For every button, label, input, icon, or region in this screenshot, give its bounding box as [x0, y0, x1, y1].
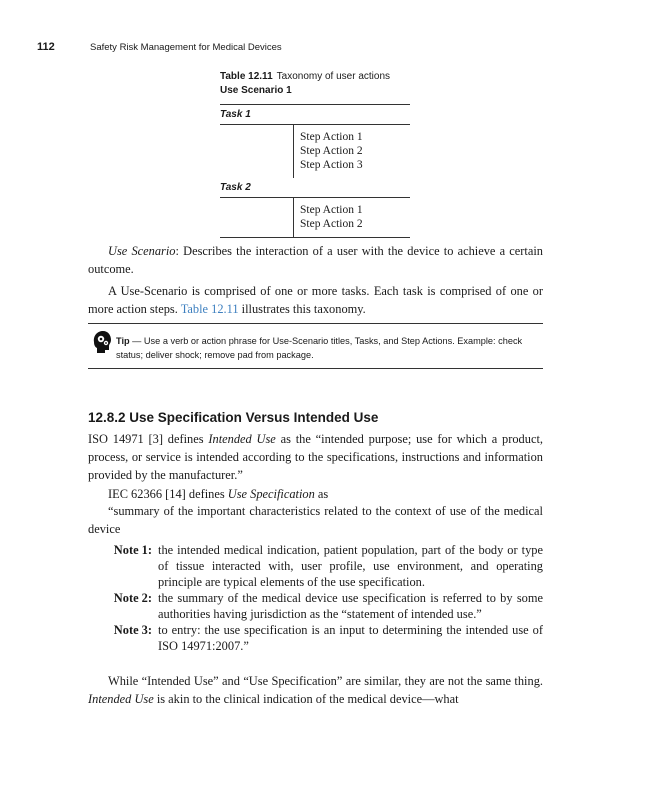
- term-intended-use: Intended Use: [88, 692, 154, 706]
- table-caption-label: Table 12.11: [220, 71, 273, 82]
- step-action: Step Action 2: [300, 218, 363, 230]
- tip-text: [116, 334, 543, 362]
- note-item: [88, 590, 543, 622]
- section-heading: 12.8.2 Use Specification Versus Intended Use: [88, 410, 379, 425]
- paragraph-text: is akin to the clinical indication of the medical device—what: [153, 692, 459, 706]
- table-empty-cell: [220, 198, 294, 237]
- table-empty-cell: [220, 125, 294, 178]
- note-item: [88, 542, 543, 590]
- use-specification-intro: [88, 485, 543, 503]
- paragraph-text: While “Intended Use” and “Use Specification” are similar, they are not the same thing.: [108, 674, 543, 688]
- table-scenario-heading: Use Scenario 1: [220, 85, 292, 96]
- definition-text: : Describes the interaction of a user with the device to achieve a certain outcome.: [88, 244, 543, 276]
- step-action: Step Action 1: [300, 204, 363, 216]
- note-label: Note 3:: [113, 623, 152, 637]
- head-gears-icon: [90, 330, 112, 354]
- paragraph-text: as the “intended purpose; use for which a product, process, or service is intended according to the specifications, instructions and information provided by the manufacturer.”: [88, 432, 543, 482]
- term-use-scenario: Use Scenario: [108, 244, 176, 258]
- table-steps-row: [220, 198, 410, 237]
- step-action: Step Action 2: [300, 145, 363, 157]
- table-steps-cell: [294, 125, 363, 178]
- tip-body: Use a verb or action phrase for Use-Scenario titles, Tasks, and Step Actions. Example: check status; deliver shock; remove pad from package.: [116, 336, 523, 360]
- note-text: the intended medical indication, patient population, part of the body or type of tissue interacted with, user profile, use environment, and operating principle are typical elements of the use specification.: [158, 543, 543, 589]
- note-item: [88, 622, 543, 654]
- table-caption: [220, 70, 410, 84]
- paragraph-text: ISO 14971 [3] defines: [88, 432, 209, 446]
- note-text: to entry: the use specification is an input to determining the intended use of ISO 14971:2007.”: [158, 623, 543, 653]
- table-reference-link[interactable]: Table 12.11: [180, 302, 239, 316]
- taxonomy-paragraph: [88, 282, 543, 318]
- table-steps-row: [220, 125, 410, 178]
- term-intended-use: Intended Use: [208, 432, 276, 446]
- note-label: Note 2:: [113, 591, 152, 605]
- use-specification-quote: “summary of the important characteristics related to the context of use of the medical device: [88, 504, 543, 536]
- table-task-row: Task 1: [220, 109, 251, 120]
- note-text: the summary of the medical device use specification is referred to by some authorities having jurisdiction as the “statement of intended use.”: [158, 591, 543, 621]
- table-task-row: Task 2: [220, 182, 251, 193]
- paragraph-text: as: [314, 487, 329, 501]
- term-use-specification: Use Specification: [227, 487, 315, 501]
- table-caption-title: Taxonomy of user actions: [276, 71, 391, 82]
- table-steps-cell: [294, 198, 363, 237]
- taxonomy-table: [220, 70, 410, 238]
- step-action: Step Action 3: [300, 159, 363, 171]
- running-head: Safety Risk Management for Medical Devices: [90, 42, 282, 53]
- intended-use-paragraph: [88, 430, 543, 484]
- comparison-paragraph: [88, 672, 543, 708]
- use-scenario-definition: [88, 242, 543, 278]
- paragraph-text: A Use-Scenario is comprised of one or more tasks. Each task is comprised of one or more action steps.: [88, 284, 543, 316]
- tip-dash: —: [129, 336, 144, 346]
- paragraph-text: illustrates this taxonomy.: [238, 302, 366, 316]
- paragraph-text: IEC 62366 [14] defines: [108, 487, 228, 501]
- tip-label: Tip: [116, 336, 130, 346]
- tip-box: [88, 323, 543, 369]
- step-action: Step Action 1: [300, 131, 363, 143]
- table-bottom-rule: [220, 237, 410, 238]
- page-number: 112: [37, 41, 55, 53]
- note-label: Note 1:: [113, 543, 152, 557]
